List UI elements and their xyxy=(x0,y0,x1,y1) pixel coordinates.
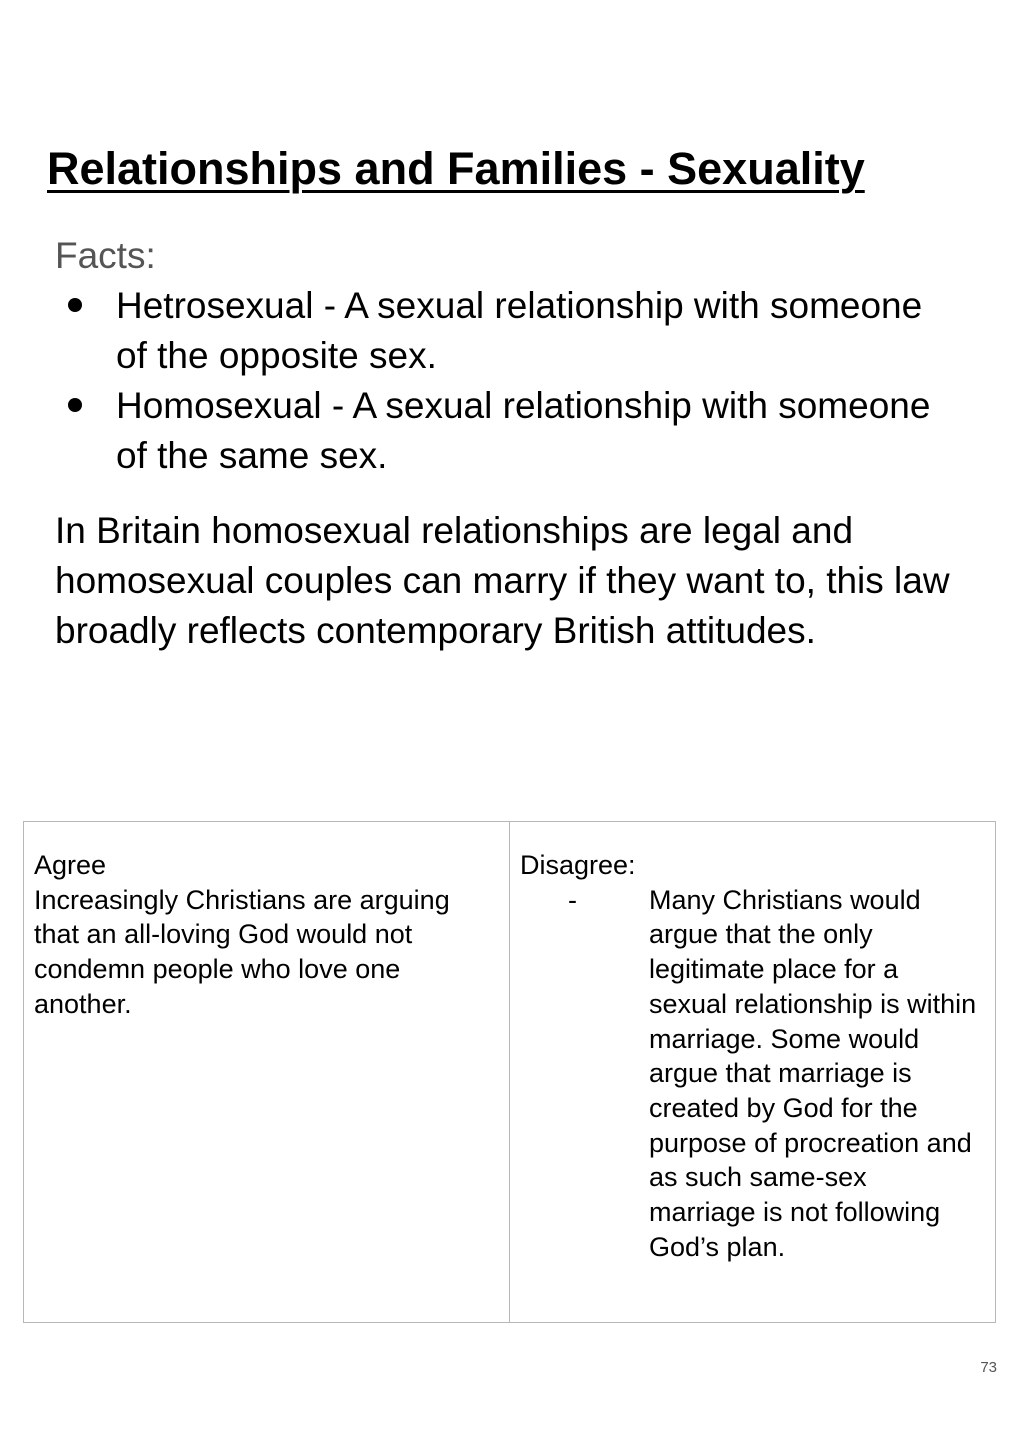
agree-text: Increasingly Christians are arguing that an all-loving God would not condemn people who love one another. xyxy=(34,884,450,1019)
agree-cell xyxy=(24,822,510,1323)
page-title: Relationships and Families - Sexuality xyxy=(47,143,865,194)
page-number: 73 xyxy=(980,1359,997,1376)
bullet-icon xyxy=(68,298,82,312)
dash-bullet: - xyxy=(568,884,577,915)
fact-item-homosexual xyxy=(55,381,955,481)
disagree-text: Many Christians would argue that the only legitimate place for a sexual relationship is within marriage. Some would argue that marriage is created by God for the purpose of procreation and as such same-sex marriage is not following God’s plan. xyxy=(649,884,977,1262)
disagree-heading: Disagree: xyxy=(520,850,636,880)
fact-text: Homosexual - A sexual relationship with someone of the same sex. xyxy=(116,385,931,476)
fact-text: Hetrosexual - A sexual relationship with someone of the opposite sex. xyxy=(116,285,923,376)
agree-heading: Agree xyxy=(34,850,107,880)
fact-item-heterosexual xyxy=(55,281,955,381)
facts-list xyxy=(55,281,955,481)
disagree-list-item xyxy=(520,883,985,1265)
agree-disagree-table xyxy=(23,821,996,1323)
facts-label: Facts: xyxy=(55,235,156,276)
law-paragraph: In Britain homosexual relationships are legal and homosexual couples can marry if they want to, this law broadly reflects contemporary British attitudes. xyxy=(55,510,950,651)
disagree-cell xyxy=(510,822,996,1323)
table-row xyxy=(24,822,996,1323)
bullet-icon xyxy=(68,398,82,412)
